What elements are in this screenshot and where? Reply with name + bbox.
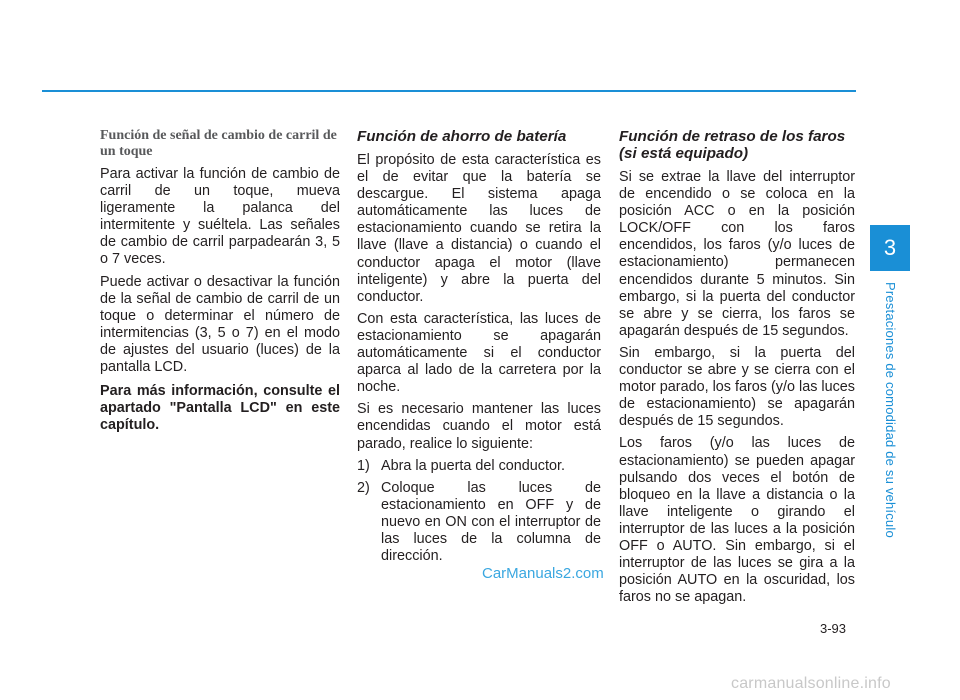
step-number: 2) [357,479,370,496]
battery-saver-paragraph: Si es necesario mantener las luces encendidas cuando el motor está parado, realice lo siguiente: [357,401,601,452]
headlight-delay-heading: Función de retraso de los faros (si está equipado) [619,128,846,162]
lane-change-note: Para más información, consulte el apartado "Pantalla LCD" en este capítulo. [100,383,340,434]
watermark-link[interactable]: CarManuals2.com [482,565,604,582]
battery-saver-heading: Función de ahorro de batería [357,128,567,145]
lane-change-paragraph: Para activar la función de cambio de carril de un toque, mueva ligeramente la palanca del intermitente y suéltela. Las señales de cambio de carril parpadearán 3, 5 o 7 veces. [100,166,340,268]
headlight-delay-paragraph: Si se extrae la llave del interruptor de encendido o se coloca en la posición ACC o en la posición LOCK/OFF con los faros encendidos, los faros (y/o luces de estacionamiento) permanecen encendidos durante 5 minutos. Sin embargo, si la puerta del conductor se abre y se cierra, los faros se apagarán después de 15 segundos. [619,169,855,339]
chapter-tab: 3 [870,225,910,271]
footer-watermark: carmanualsonline.info [731,675,891,692]
column-battery-saver [357,128,601,570]
battery-saver-paragraph: Con esta característica, las luces de estacionamiento se apagarán automáticamente si el conductor aparca al lado de la carretera por la noche. [357,310,601,396]
page-number: 3-93 [820,621,847,636]
battery-saver-paragraph: El propósito de esta característica es el de evitar que la batería se descargue. El sistema apaga automáticamente las luces de estacionamiento cuando se retira la llave (llave a distancia) o cuando el conductor apaga el motor (llave inteligente) y abre la puerta del conductor. [357,152,601,305]
column-headlight-delay [619,128,855,611]
column-lane-change [100,128,340,439]
lane-change-paragraph: Puede activar o desactivar la función de la señal de cambio de carril de un toque o determinar el número de intermitencias (3, 5 o 7) en el modo de ajustes del usuario (luces) de la pantalla LCD. [100,273,340,376]
step-number: 1) [357,457,370,474]
battery-saver-steps [357,458,601,566]
chapter-title-vertical: Prestaciones de comodidad de su vehículo [883,282,898,538]
headlight-delay-paragraph: Los faros (y/o las luces de estacionamiento) se pueden apagar pulsando dos veces el botón de bloqueo en la llave a distancia o la llave inteligente o girando el interruptor de las luces a la posición OFF o AUTO. Sin embargo, si el interruptor de las luces se gira a la posición AUTO en la oscuridad, los faros no se apagan. [619,435,855,606]
step-item [357,458,601,475]
header-rule [42,90,856,92]
step-item [357,480,601,565]
headlight-delay-paragraph: Sin embargo, si la puerta del conductor se abre y se cierra con el motor parado, los faros (y/o las luces de estacionamiento) se apagarán después de 15 segundos. [619,344,855,430]
step-text: Abra la puerta del conductor. [381,457,566,474]
step-text: Coloque las luces de estacionamiento en OFF y de nuevo en ON con el interruptor de las luces de la columna de dirección. [381,479,601,565]
lane-change-heading: Función de señal de cambio de carril de un toque [100,128,337,159]
